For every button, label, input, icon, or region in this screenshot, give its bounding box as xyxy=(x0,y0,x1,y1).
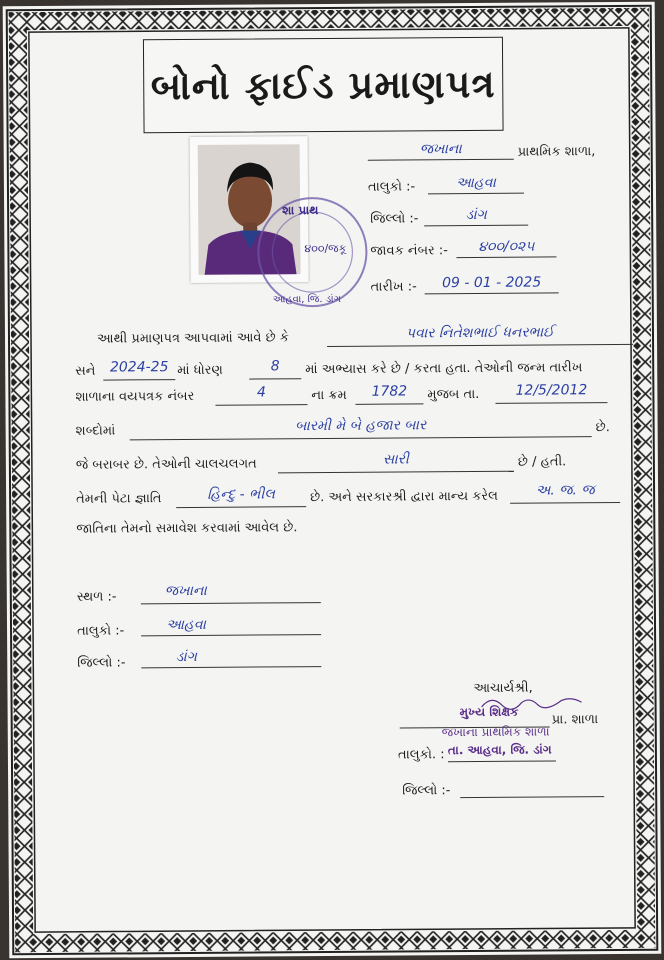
school-suffix: પ્રાથમિક શાળા, xyxy=(517,144,596,160)
footer-district-label: જિલ્લો :- xyxy=(77,655,126,671)
body-line3-mid2: મુજબ તા. xyxy=(427,386,480,403)
district-value: ડાંગ xyxy=(465,206,487,224)
district-label: જિલ્લો :- xyxy=(370,211,419,227)
certificate-title: બોનો ફાઈડ પ્રમાણપત્ર xyxy=(150,61,496,108)
body-line5-suffix: છે / હતી. xyxy=(517,454,567,470)
category: અ. જ. જ xyxy=(535,482,595,499)
footer-taluka-value: આહવા xyxy=(165,616,207,634)
footer-taluka-label: તાલુકો :- xyxy=(76,623,125,639)
body-line3-mid: ના ક્રમ xyxy=(311,387,347,404)
certificate-page xyxy=(3,2,662,959)
stamp-top-text: શા પ્રાથ xyxy=(282,203,319,218)
signature-taluka-label: તાલુકો. : xyxy=(397,747,445,763)
body-line4-suffix: છે. xyxy=(595,420,610,436)
place-value: જખાના xyxy=(164,582,207,600)
head-teacher-stamp: મુખ્ય શિક્ષક xyxy=(459,704,519,720)
school-name-stamp: જખાના પ્રાથમિક શાળા xyxy=(441,724,550,740)
signature-district-label: જિલ્લો :- xyxy=(402,783,451,799)
subcaste: હિન્દુ - ભીલ xyxy=(207,486,275,503)
principal-label: આચાર્યશ્રી, xyxy=(473,680,533,697)
body-line6-mid: છે. અને સરકારશ્રી દ્વારા માન્ય કરેલ xyxy=(310,488,498,506)
outward-value: ૪૦૦/૦૨૫ xyxy=(478,238,535,255)
principal-school-suffix: પ્રા. શાળા xyxy=(551,712,599,728)
body-line2-mid: માં ધોરણ xyxy=(177,362,223,379)
body-line2-suffix: માં અભ્યાસ કરે છે / કરતા હતા. તેઓની જન્મ તારીખ xyxy=(305,360,583,378)
stamp-bottom-text: આહવા, જિ. ડાંગ xyxy=(272,293,341,306)
dob-in-words: બારમી મે બે હજાર બાર xyxy=(294,417,427,435)
body-line7: જાતિના તેમનો સમાવેશ કરવામાં આવેલ છે. xyxy=(76,520,298,537)
school-value: જખાના xyxy=(419,141,462,158)
standard: 8 xyxy=(270,358,280,375)
school-stamp xyxy=(252,190,373,321)
conduct: સારી xyxy=(382,451,409,468)
date-value: 09 - 01 - 2025 xyxy=(441,274,542,292)
body-line3-prefix: શાળાના વયપત્રક નંબર xyxy=(75,388,195,405)
stamp-number: ૪૦૦/જકૂ xyxy=(304,241,347,256)
body-line5-prefix: જે બરાબર છે. તેઓની ચાલચલગત xyxy=(75,456,257,473)
footer-district-value: ડાંગ xyxy=(175,648,197,666)
signature-taluka-stamp: તા. આહવા, જિ. ડાંગ xyxy=(447,742,552,758)
date-of-birth: 12/5/2012 xyxy=(515,382,588,399)
date-label: તારીખ :- xyxy=(370,279,417,295)
outward-label: જાવક નંબર :- xyxy=(370,243,448,259)
academic-year: 2024-25 xyxy=(109,359,169,376)
body-line1-prefix: આથી પ્રમાણપત્ર આપવામાં આવે છે કે xyxy=(96,330,289,347)
register-no: 4 xyxy=(256,384,266,401)
place-label: સ્થળ :- xyxy=(76,589,117,605)
body-line6-prefix: તેમની પેટા જ્ઞાતિ xyxy=(76,491,162,507)
certificate-title-box xyxy=(143,37,504,134)
body-line2-prefix: સને xyxy=(75,363,96,379)
taluka-value: આહવા xyxy=(455,174,496,192)
taluka-label: તાલુકો :- xyxy=(367,179,416,195)
student-name: પવાર નિતેશભાઈ ધનરભાઈ xyxy=(405,324,555,342)
body-line4-prefix: શબ્દોમાં xyxy=(75,423,116,439)
serial-no: 1782 xyxy=(371,383,408,400)
